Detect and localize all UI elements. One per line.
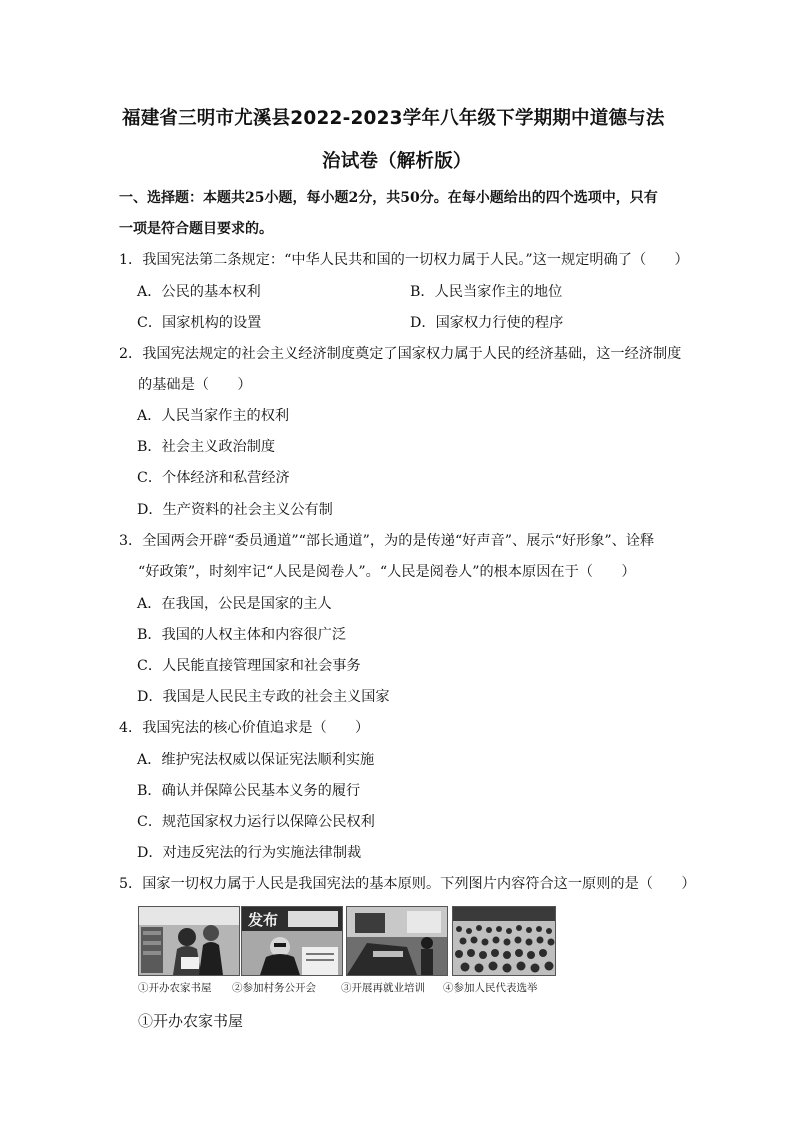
question-3-option-b: B．我国的人权主体和内容很广泛 <box>137 627 347 643</box>
question-3-option-d: D．我国是人民民主专政的社会主义国家 <box>137 689 390 705</box>
question-1-option-d: D．国家权力行使的程序 <box>410 315 564 331</box>
question-1-option-c: C．国家机构的设置 <box>137 315 262 331</box>
question-2-option-c: C．个体经济和私营经济 <box>137 470 290 486</box>
photo-reemployment-training <box>346 906 448 976</box>
photo-farmhouse-library-image <box>139 907 239 975</box>
photo-village-affairs-meeting <box>241 906 343 976</box>
question-2-option-b: B．社会主义政治制度 <box>137 439 276 455</box>
question-1-option-b: B．人民当家作主的地位 <box>410 284 563 300</box>
question-3-option-c: C．人民能直接管理国家和社会事务 <box>137 658 361 674</box>
question-4-option-c: C．规范国家权力运行以保障公民权利 <box>137 814 375 830</box>
question-4-stem: 4．我国宪法的核心价值追求是（ ） <box>119 720 370 736</box>
photo-peoples-congress-election <box>452 906 556 976</box>
question-3-stem-line-1: 3．全国两会开辟“委员通道”“部长通道”，为的是传递“好声音”、展示“好形象”、诠释 <box>119 533 655 549</box>
photo-sign-text: 发布 <box>248 911 279 929</box>
photo-peoples-congress-election-image <box>453 907 555 975</box>
photo-caption-1: ①开办农家书屋 <box>138 982 212 994</box>
photo-reemployment-training-image <box>347 907 447 975</box>
question-4-option-a: A．维护宪法权威以保证宪法顺利实施 <box>137 752 375 768</box>
question-5-stem: 5．国家一切权力属于人民是我国宪法的基本原则。下列图片内容符合这一原则的是（ ） <box>119 876 696 892</box>
option-line-1: ①开办农家书屋 <box>138 1012 244 1030</box>
title-line-1: 福建省三明市尤溪县2022-2023学年八年级下学期期中道德与法 <box>122 108 665 129</box>
question-2-stem-line-2: 的基础是（ ） <box>138 377 252 393</box>
photo-caption-2: ②参加村务公开会 <box>232 982 316 994</box>
photo-caption-3: ③开展再就业培训 <box>341 982 425 994</box>
question-2-option-a: A．人民当家作主的权利 <box>137 408 290 424</box>
title-line-2: 治试卷（解析版） <box>322 151 472 172</box>
section-heading-line-1: 一、选择题：本题共25小题，每小题2分，共50分。在每小题给出的四个选项中，只有 <box>119 190 658 206</box>
question-4-option-b: B．确认并保障公民基本义务的履行 <box>137 783 361 799</box>
question-1-stem: 1．我国宪法第二条规定：“中华人民共和国的一切权力属于人民。”这一规定明确了（ ） <box>119 252 689 268</box>
question-2-option-d: D．生产资料的社会主义公有制 <box>137 502 333 518</box>
photo-village-affairs-meeting-image <box>242 907 342 975</box>
section-heading-line-2: 一项是符合题目要求的。 <box>119 221 273 237</box>
question-4-option-d: D．对违反宪法的行为实施法律制裁 <box>137 845 362 861</box>
question-3-stem-line-2: “好政策”，时刻牢记“人民是阅卷人”。“人民是阅卷人”的根本原因在于（ ） <box>138 564 636 580</box>
photo-caption-4: ④参加人民代表选举 <box>443 982 538 994</box>
photo-farmhouse-library <box>138 906 240 976</box>
question-3-option-a: A．在我国，公民是国家的主人 <box>137 596 332 612</box>
question-1-option-a: A．公民的基本权利 <box>137 284 261 300</box>
question-2-stem-line-1: 2．我国宪法规定的社会主义经济制度奠定了国家权力属于人民的经济基础，这一经济制度 <box>119 346 682 362</box>
